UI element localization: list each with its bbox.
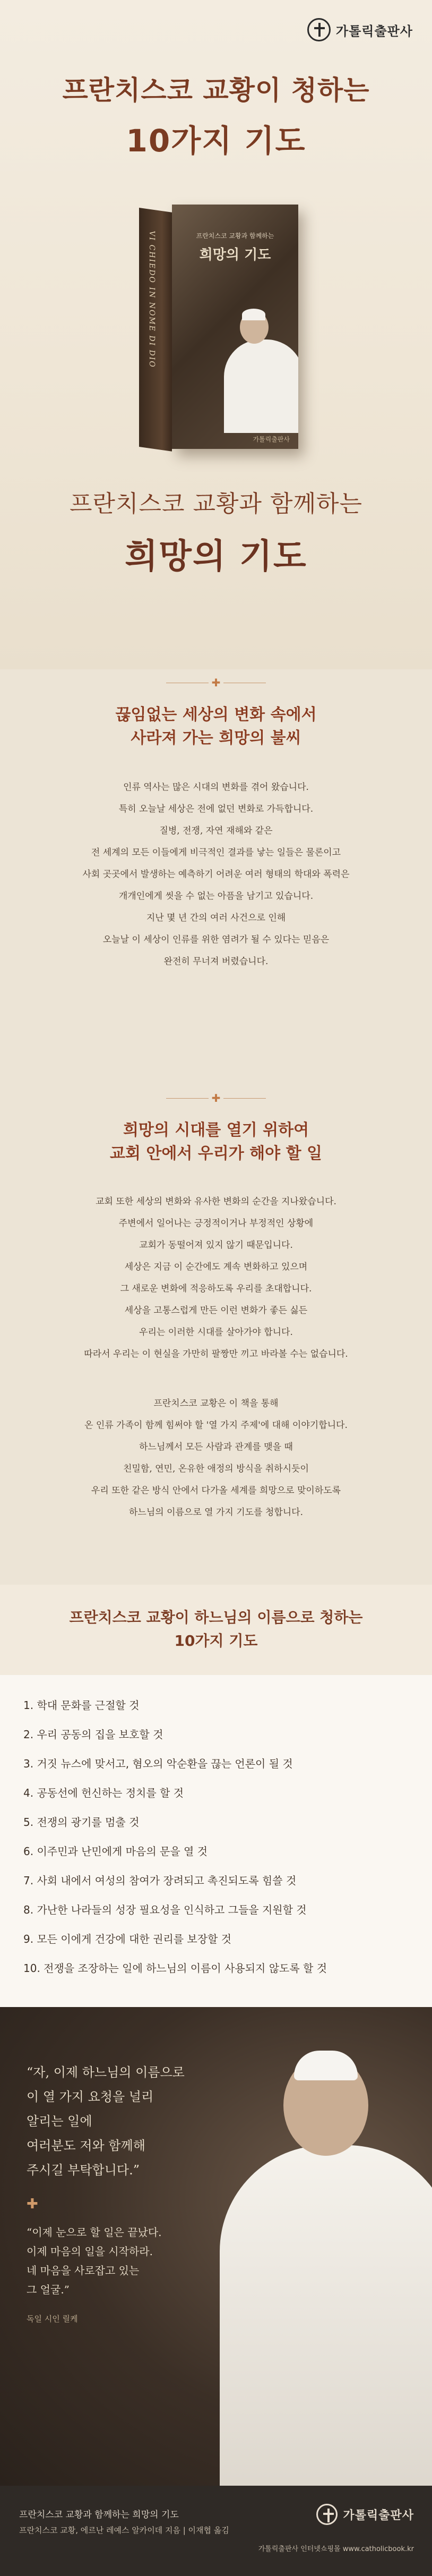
footer <box>0 2486 432 2576</box>
body-line: 지난 몇 년 간의 여러 사건으로 인해 <box>146 913 286 923</box>
section-church-task <box>0 1090 432 1524</box>
section-heading: 희망의 시대를 열기 위하여 교회 안에서 우리가 해야 할 일 <box>110 1121 322 1163</box>
body-line: 완전히 무너져 버렸습니다. <box>163 956 269 967</box>
brand-name: 가톨릭출판사 <box>343 2509 414 2522</box>
brand-name: 가톨릭출판사 <box>335 23 413 39</box>
page-title <box>0 69 432 160</box>
book-title: 희망의 기도 <box>125 537 307 576</box>
body-line: 하느님께서 모든 사람과 관계를 맺을 때 <box>139 1442 293 1452</box>
list-item: 3. 거짓 뉴스에 맞서고, 혐오의 악순환을 끊는 언론이 될 것 <box>23 1757 293 1770</box>
body-line: 오늘날 이 세상이 인류를 위한 염려가 될 수 있다는 믿음은 <box>102 934 330 945</box>
section-heading: 끊임없는 세상의 변화 속에서 사라져 가는 희망의 불씨 <box>115 705 317 747</box>
footer-brand-logo[interactable] <box>316 2504 414 2525</box>
body-line: 프란치스코 교황은 이 책을 통해 <box>153 1398 279 1409</box>
cross-circle-icon <box>307 18 331 41</box>
title-line-2: 10가지 기도 <box>126 123 306 159</box>
title-line-1: 프란치스코 교황이 청하는 <box>62 75 370 106</box>
body-line: 따라서 우리는 이 현실을 가만히 팔짱만 끼고 바라볼 수는 없습니다. <box>84 1349 348 1359</box>
section-body <box>32 777 400 973</box>
brand-logo[interactable] <box>307 18 413 41</box>
section-divider <box>32 675 400 691</box>
body-line: 전 세계의 모든 이들에게 비극적인 결과를 낳는 일들은 물론이고 <box>91 847 341 858</box>
pope-photo <box>220 2055 432 2486</box>
prayers-list <box>0 1675 432 2007</box>
body-line: 하느님의 이름으로 열 가지 기도를 청합니다. <box>128 1507 304 1518</box>
section-body-2 <box>32 1393 400 1524</box>
prayers-heading-block <box>0 1585 432 1675</box>
list-item: 5. 전쟁의 광기를 멈출 것 <box>23 1816 140 1829</box>
body-line: 교회 또한 세상의 변화와 유사한 변화의 순간을 지나왔습니다. <box>96 1196 336 1207</box>
cross-icon: ✚ <box>211 676 221 689</box>
body-line: 교회가 동떨어져 있지 않기 때문입니다. <box>139 1240 293 1251</box>
list-item: 8. 가난한 나라들의 성장 필요성을 인식하고 그들을 지원할 것 <box>23 1903 307 1916</box>
section-hope-fading <box>0 675 432 973</box>
cross-icon: ✚ <box>211 1092 221 1104</box>
hero-section <box>0 0 432 669</box>
list-item: 6. 이주민과 난민에게 마음의 문을 열 것 <box>23 1845 208 1858</box>
list-item: 7. 사회 내에서 여성의 참여가 장려되고 촉진되도록 힘쓸 것 <box>23 1874 297 1887</box>
body-line: 질병, 전쟁, 자연 재해와 같은 <box>159 826 273 836</box>
body-line: 친밀함, 연민, 온유한 애정의 방식을 취하시듯이 <box>123 1464 309 1474</box>
pope-figure-icon <box>224 311 298 433</box>
cross-circle-icon <box>316 2504 338 2525</box>
list-item: 4. 공동선에 헌신하는 정치를 할 것 <box>23 1787 184 1799</box>
body-line: 우리는 이러한 시대를 살아가야 합니다. <box>139 1327 293 1338</box>
section-body <box>32 1191 400 1365</box>
body-line: 우리 또한 같은 방식 안에서 다가올 세계를 희망으로 맞이하도록 <box>91 1485 341 1496</box>
quote-block <box>27 2060 185 2324</box>
body-line: 인류 역사는 많은 시대의 변화를 겪어 왔습니다. <box>123 782 309 793</box>
list-item: 9. 모든 이에게 건강에 대한 권리를 보장할 것 <box>23 1933 232 1945</box>
body-line: 주변에서 일어나는 긍정적이거나 부정적인 상황에 <box>118 1218 314 1229</box>
body-line: 그 새로운 변화에 적응하도록 우리를 초대합니다. <box>120 1283 312 1294</box>
footer-contact-link[interactable]: 가톨릭출판사 인터넷쇼핑몰 www.catholicbook.kr <box>258 2545 414 2553</box>
rilke-quote: “이제 눈으로 할 일은 끝났다. 이제 마음의 일을 시작하라. 네 마음을 사로잡고 있는 그 얼굴.” <box>27 2226 162 2296</box>
book-cover-image <box>139 205 298 449</box>
quote-author: 독일 시인 릴케 <box>27 2314 78 2324</box>
footer-authors: 프란치스코 교황, 에르난 레예스 알카이데 지음 | 이재협 옮김 <box>19 2526 229 2535</box>
prayers-heading: 프란치스코 교황이 하느님의 이름으로 청하는 10가지 기도 <box>69 1609 363 1650</box>
body-line: 세상을 고통스럽게 만든 이런 변화가 좋든 싫든 <box>124 1305 308 1316</box>
section-divider <box>32 1090 400 1106</box>
book-publisher: 가톨릭출판사 <box>253 436 290 443</box>
book-cover-subtitle: 프란치스코 교황과 함께하는 <box>196 232 274 240</box>
list-item: 2. 우리 공동의 집을 보호할 것 <box>23 1728 163 1741</box>
list-item: 1. 학대 문화를 근절할 것 <box>23 1699 140 1712</box>
book-front <box>172 205 298 449</box>
cross-icon: ✚ <box>27 2196 38 2212</box>
book-spine-text: VI CHIEDO IN NOME DI DIO <box>148 230 156 369</box>
body-line: 사회 곳곳에서 발생하는 예측하기 어려운 여러 형태의 학대와 폭력은 <box>82 869 350 880</box>
pope-quote: “자, 이제 하느님의 이름으로 이 열 가지 요청을 널리 알리는 일에 여러분도 저와 함께해 주시길 부탁합니다.” <box>27 2065 185 2178</box>
list-item: 10. 전쟁을 조장하는 일에 하느님의 이름이 사용되지 않도록 할 것 <box>23 1962 327 1975</box>
body-line: 특히 오늘날 세상은 전에 없던 변화로 가득합니다. <box>118 804 314 814</box>
footer-book-title: 프란치스코 교황과 함께하는 희망의 기도 <box>19 2510 179 2520</box>
book-spine <box>139 208 172 452</box>
book-title-block <box>0 484 432 578</box>
pope-photo-section <box>0 2007 432 2486</box>
body-line: 세상은 지금 이 순간에도 계속 변화하고 있으며 <box>124 1262 308 1272</box>
book-subtitle: 프란치스코 교황과 함께하는 <box>69 490 363 517</box>
book-cover-title: 희망의 기도 <box>199 247 271 263</box>
body-line: 개개인에게 씻을 수 없는 아픔을 남기고 있습니다. <box>118 891 314 902</box>
body-line: 온 인류 가족이 함께 힘써야 할 '열 가지 주제'에 대해 이야기합니다. <box>84 1420 348 1431</box>
